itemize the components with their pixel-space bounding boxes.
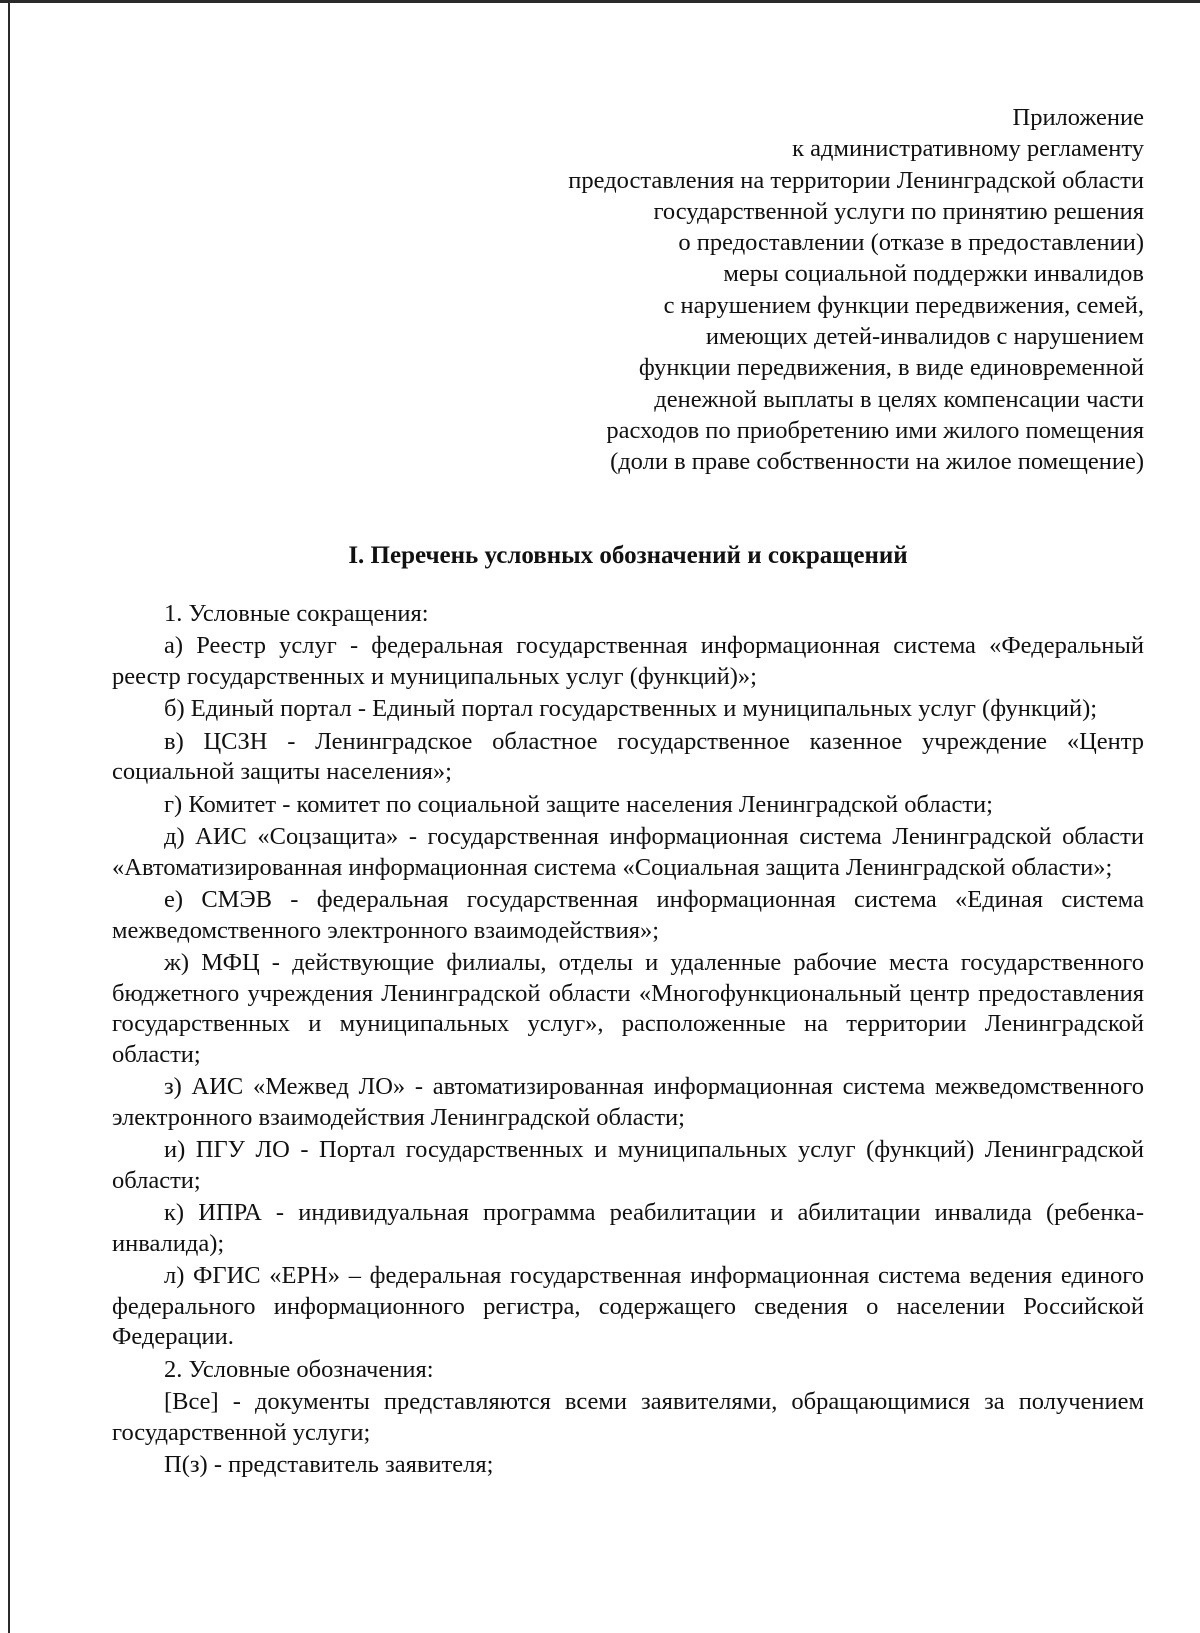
paragraph: б) Единый портал - Единый портал государственных и муниципальных услуг (функций);: [164, 695, 1098, 723]
paragraph: [Все] - документы представляются всеми заявителями, обращающимися за получением государственной услуги;: [112, 1388, 1144, 1446]
scan-top-edge: [0, 0, 1200, 3]
paragraph: к) ИПРА - индивидуальная программа реабилитации и абилитации инвалида (ребенка-инвалида);: [112, 1199, 1144, 1257]
document-page: [112, 102, 1144, 1483]
appendix-line: денежной выплаты в целях компенсации части: [654, 385, 1144, 413]
paragraph: П(з) - представитель заявителя;: [164, 1451, 494, 1479]
appendix-line: меры социальной поддержки инвалидов: [723, 260, 1144, 288]
appendix-line: функции передвижения, в виде единовременной: [638, 354, 1144, 382]
paragraph: е) СМЭВ - федеральная государственная информационная система «Единая система межведомственного электронного взаимодействия»;: [112, 886, 1144, 944]
paragraph: з) АИС «Межвед ЛО» - автоматизированная информационная система межведомственного электронного взаимодействия Ленинградской области;: [112, 1073, 1144, 1131]
appendix-line: имеющих детей-инвалидов с нарушением: [705, 323, 1144, 351]
paragraph: л) ФГИС «ЕРН» – федеральная государственная информационная система ведения единого федерального информационного регистра, содержащего сведения о населении Российской Федерации.: [112, 1262, 1144, 1351]
appendix-line: расходов по приобретению ими жилого помещения: [606, 416, 1144, 444]
paragraph: 2. Условные обозначения:: [164, 1355, 434, 1383]
appendix-header: [112, 102, 1144, 478]
appendix-line: Приложение: [1012, 104, 1144, 131]
appendix-line: (доли в праве собственности на жилое помещение): [610, 448, 1144, 476]
paragraph: а) Реестр услуг - федеральная государственная информационная система «Федеральный реестр государственных и муниципальных услуг (функций)»;: [112, 632, 1144, 690]
scan-left-edge: [8, 0, 10, 1633]
paragraph: ж) МФЦ - действующие филиалы, отделы и удаленные рабочие места государственного бюджетного учреждения Ленинградской области «Многофункциональный центр предоставления государственных и муниципальных услуг», расположенные на территории Ленинградской области;: [112, 949, 1144, 1068]
paragraph: 1. Условные сокращения:: [164, 599, 429, 627]
paragraph: д) АИС «Соцзащита» - государственная информационная система Ленинградской области «Автоматизированная информационная система «Социальная защита Ленинградской области»;: [112, 823, 1144, 881]
paragraph: в) ЦСЗН - Ленинградское областное государственное казенное учреждение «Центр социальной защиты населения»;: [112, 727, 1144, 786]
appendix-line: о предоставлении (отказе в предоставлении): [678, 229, 1144, 257]
paragraph: г) Комитет - комитет по социальной защите населения Ленинградской области;: [164, 790, 993, 818]
section-title: I. Перечень условных обозначений и сокращений: [348, 541, 908, 569]
paragraph: и) ПГУ ЛО - Портал государственных и муниципальных услуг (функций) Ленинградской области;: [112, 1136, 1144, 1194]
appendix-line: с нарушением функции передвижения, семей,: [663, 291, 1144, 319]
appendix-line: государственной услуги по принятию решения: [653, 197, 1144, 225]
appendix-line: предоставления на территории Ленинградской области: [568, 166, 1144, 194]
document-body: [112, 599, 1144, 1481]
appendix-line: к административному регламенту: [792, 135, 1144, 163]
